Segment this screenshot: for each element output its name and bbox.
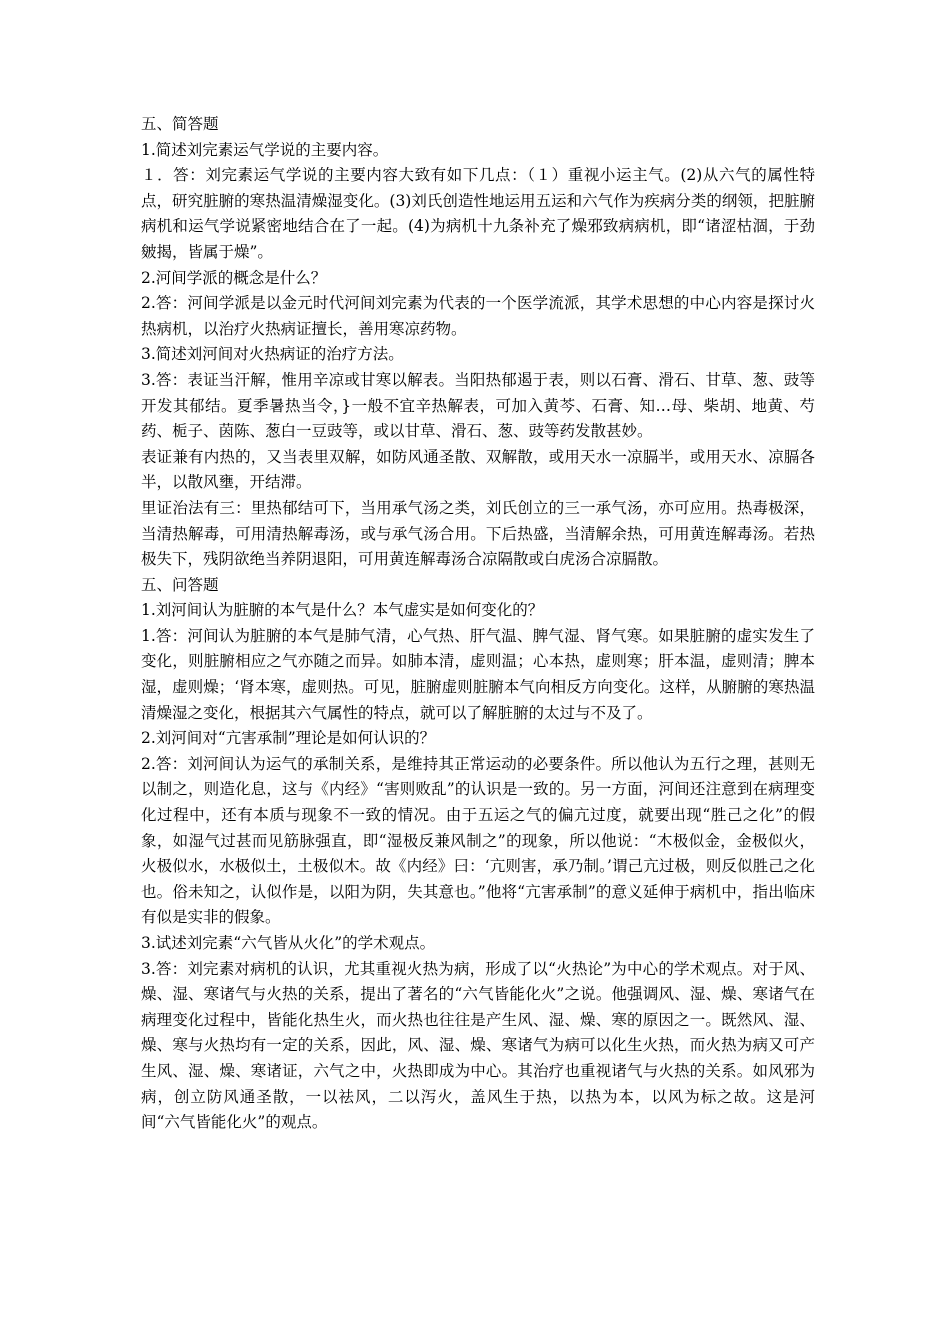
question-1: 1.简述刘完素运气学说的主要内容。 — [141, 140, 389, 159]
question-3: 3.简述刘河间对火热病证的治疗方法。 — [141, 345, 404, 364]
answer-1: １．答：刘完素运气学说的主要内容大致有如下几点：（１）重视小运主气。(2)从六气的属性特点，研究脏腑的寒热温清燥湿变化。(3)刘氏创造性地运用五运和六气作为疾病分类的纲领，把脏腑病机和运气学说紧密地结合在了一起。(4)为病机十九条补充了燥邪致病病机，即“诸涩枯涸，于劲皴揭，皆属于燥”。 — [141, 166, 815, 261]
answer-3-interior: 里证治法有三：里热郁结可下，当用承气汤之类，刘氏创立的三一承气汤，亦可应用。热毒极深，当清热解毒，可用清热解毒汤，或与承气汤合用。下后热盛，当清解余热，可用黄连解毒汤。若热极失下，残阴欲绝当养阴退阳，可用黄连解毒汤合凉隔散或白虎汤合凉膈散。 — [141, 498, 815, 569]
essay-answer-3: 3.答：刘完素对病机的认识，尤其重视火热为病，形成了以“火热论”为中心的学术观点。对于风、燥、湿、寒诸气与火热的关系，提出了著名的“六气皆能化火”之说。他强调风、湿、燥、寒诸气在病理变化过程中，皆能化热生火，而火热也往往是产生风、湿、燥、寒的原因之一。既然风、湿、燥、寒与火热均有一定的关系，因此，风、湿、燥、寒诸气为病可以化生火热，而火热为病又可产生风、湿、燥、寒诸证，六气之中，火热即成为中心。其治疗也重视诸气与火热的关系。如风邪为病，创立防风通圣散，一以祛风，二以泻火，盖风生于热，以热为本，以风为标之故。这是河间“六气皆能化火”的观点。 — [141, 959, 815, 1132]
essay-question-2: 2.刘河间对“亢害承制”理论是如何认识的？ — [141, 729, 436, 748]
essay-answer-1: 1.答：河间认为脏腑的本气是肺气清，心气热、肝气温、脾气湿、肾气寒。如果脏腑的虚实发生了变化，则脏腑相应之气亦随之而异。如肺本清，虚则温；心本热，虚则寒；肝本温，虚则清；脾本湿，虚则燥；‘肾本寒，虚则热。可见，脏腑虚则脏腑本气向相反方向变化。这样，从腑腑的寒热温清燥湿之变化，根据其六气属性的特点，就可以了解脏腑的太过与不及了。 — [141, 626, 815, 722]
section-heading-essay: 五、问答题 — [141, 575, 219, 594]
question-2: 2.河间学派的概念是什么？ — [141, 268, 327, 287]
answer-3: 3.答：表证当汗解，惟用辛凉或甘寒以解表。当阳热郁遏于表，则以石膏、滑石、甘草、葱、豉等开发其郁结。夏季暑热当令，}一般不宜辛热解表，可加入黄芩、石膏、知…母、柴胡、地黄、芍药、栀子、茵陈、葱白一豆豉等，或以甘草、滑石、葱、豉等药发散甚妙。 — [141, 370, 815, 441]
answer-2: 2.答：河间学派是以金元时代河间刘完素为代表的一个医学流派，其学术思想的中心内容是探讨火热病机，以治疗火热病证擅长，善用寒凉药物。 — [141, 294, 815, 338]
answer-3-continued: 表证兼有内热的，又当表里双解，如防风通圣散、双解散，或用天水一凉膈半，或用天水、凉膈各半，以散风壅，开结滞。 — [141, 447, 815, 492]
essay-answer-2: 2.答：刘河间认为运气的承制关系，是维持其正常运动的必要条件。所以他认为五行之理，甚则无以制之，则造化息，这与《内经》“害则败乱”的认识是一致的。另一方面，河间还注意到在病理变化过程中，还有本质与现象不一致的情况。由于五运之气的偏亢过度，就要出现“胜己之化”的假象，如湿气过甚而见筋脉强直，即“湿极反兼风制之”的现象，所以他说：“木极似金，金极似火，火极似水，水极似土，土极似木。故《内经》曰：‘亢则害，承乃制。’谓己亢过极，则反似胜己之化也。俗未知之，认似作是，以阳为阴，失其意也。”他将“亢害承制”的意义延伸于病机中，指出临床有似是实非的假象。 — [141, 754, 815, 927]
essay-question-3: 3.试述刘完素“六气皆从火化”的学术观点。 — [141, 934, 436, 952]
document-body — [141, 112, 815, 1136]
section-heading-short-answer: 五、简答题 — [141, 115, 219, 133]
essay-question-1: 1.刘河间认为脏腑的本气是什么？本气虚实是如何变化的？ — [141, 601, 544, 620]
